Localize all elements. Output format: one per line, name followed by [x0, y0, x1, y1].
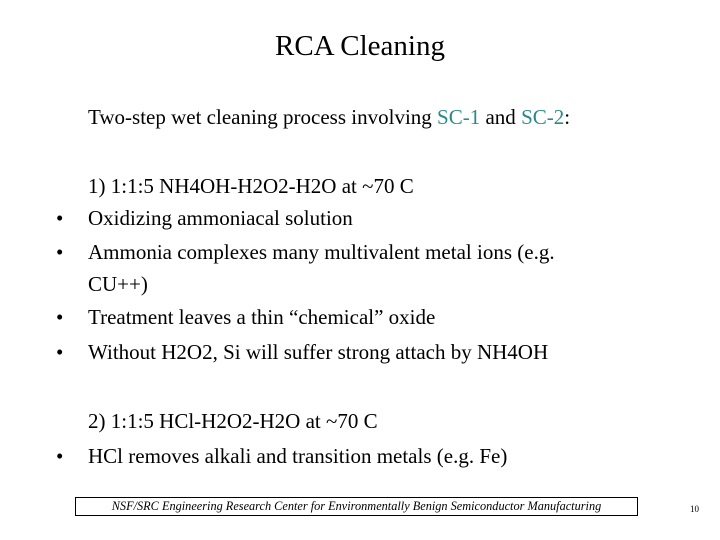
step1-bullet-1: Oxidizing ammoniacal solution — [88, 206, 353, 230]
page-number: 10 — [690, 504, 699, 514]
step1-heading: 1) 1:1:5 NH4OH-H2O2-H2O at ~70 C — [88, 174, 414, 198]
intro-middle: and — [480, 105, 522, 129]
step2-bullet-1: HCl removes alkali and transition metals (e.g. Fe) — [88, 444, 508, 468]
step1-bullet-4: Without H2O2, Si will suffer strong attach by NH4OH — [88, 340, 549, 364]
intro-line — [88, 105, 570, 129]
footer-box: NSF/SRC Engineering Research Center for Environmentally Benign Semiconductor Manufacturing — [75, 497, 638, 516]
sc2-label: SC-2 — [521, 105, 565, 129]
bullet-marker: • — [56, 444, 64, 468]
bullet-marker: • — [56, 206, 64, 230]
bullet-marker: • — [56, 340, 64, 364]
intro-suffix: : — [564, 105, 571, 129]
slide-title: RCA Cleaning — [275, 30, 445, 62]
step1-bullet-3: Treatment leaves a thin “chemical” oxide — [88, 305, 436, 329]
sc1-label: SC-1 — [437, 105, 481, 129]
step1-bullet-2-cont: CU++) — [88, 272, 148, 296]
bullet-marker: • — [56, 305, 64, 329]
bullet-marker: • — [56, 240, 64, 264]
step1-bullet-2: Ammonia complexes many multivalent metal ions (e.g. — [88, 240, 555, 264]
intro-prefix: Two-step wet cleaning process involving — [88, 105, 438, 129]
step2-heading: 2) 1:1:5 HCl-H2O2-H2O at ~70 C — [88, 409, 378, 433]
